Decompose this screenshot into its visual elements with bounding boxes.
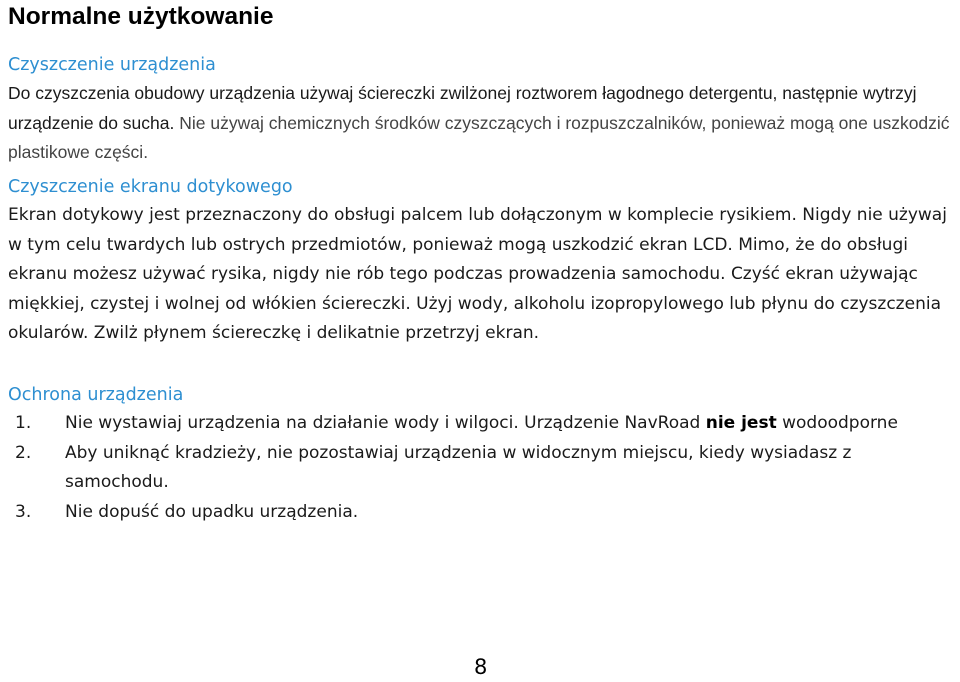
paragraph-cleaning-device-main: Do czyszczenia obudowy urządzenia używaj ściereczki zwilżonej roztworem łagodnego detergentu, następnie wytrzyj urządzenie do sucha. xyxy=(8,83,917,133)
section-title-protection: Ochrona urządzenia xyxy=(8,385,184,405)
paragraph-cleaning-device-warning: Nie używaj chemicznych środków czyszczących i rozpuszczalników, ponieważ mogą one uszkodzić plastikowe części. xyxy=(8,112,950,162)
list-item-number: 1. xyxy=(15,413,32,433)
list-item-text: Nie dopuść do upadku urządzenia. xyxy=(65,501,359,522)
page-heading: Normalne użytkowanie xyxy=(8,3,274,30)
list-item-text-end: wodoodporne xyxy=(776,413,898,433)
list-item xyxy=(8,409,958,439)
list-item xyxy=(8,439,958,498)
section-title-cleaning-device: Czyszczenie urządzenia xyxy=(8,55,216,75)
page-number: 8 xyxy=(474,655,488,679)
list-item-text: Aby uniknąć kradzieży, nie pozostawiaj urządzenia w widocznym miejscu, kiedy wysiadasz z samochodu. xyxy=(65,442,852,492)
list-item-emphasis: nie jest xyxy=(705,413,777,433)
list-item-text: Nie wystawiaj urządzenia na działanie wody i wilgoci. Urządzenie NavRoad xyxy=(65,413,706,433)
paragraph-cleaning-device xyxy=(8,79,958,168)
section-title-cleaning-screen: Czyszczenie ekranu dotykowego xyxy=(8,177,293,197)
list-item-number: 2. xyxy=(15,442,32,463)
document-page xyxy=(8,0,956,682)
protection-list xyxy=(8,409,958,527)
list-item-number: 3. xyxy=(15,501,32,522)
list-item xyxy=(8,498,958,528)
paragraph-cleaning-screen: Ekran dotykowy jest przeznaczony do obsługi palcem lub dołączonym w komplecie rysikiem. Nigdy nie używaj w tym celu twardych lub ostrych przedmiotów, ponieważ mogą uszkodzić ekran LCD. Mimo, że do obsługi ekranu możesz używać rysika, nigdy nie rób tego podczas prowadzenia samochodu. Czyść ekran używając miękkiej, czystej i wolnej od włókien ściereczki. Użyj wody, alkoholu izopropylowego lub płynu do czyszczenia okularów. Zwilż płynem ściereczkę i delikatnie przetrzyj ekran. xyxy=(8,205,947,343)
